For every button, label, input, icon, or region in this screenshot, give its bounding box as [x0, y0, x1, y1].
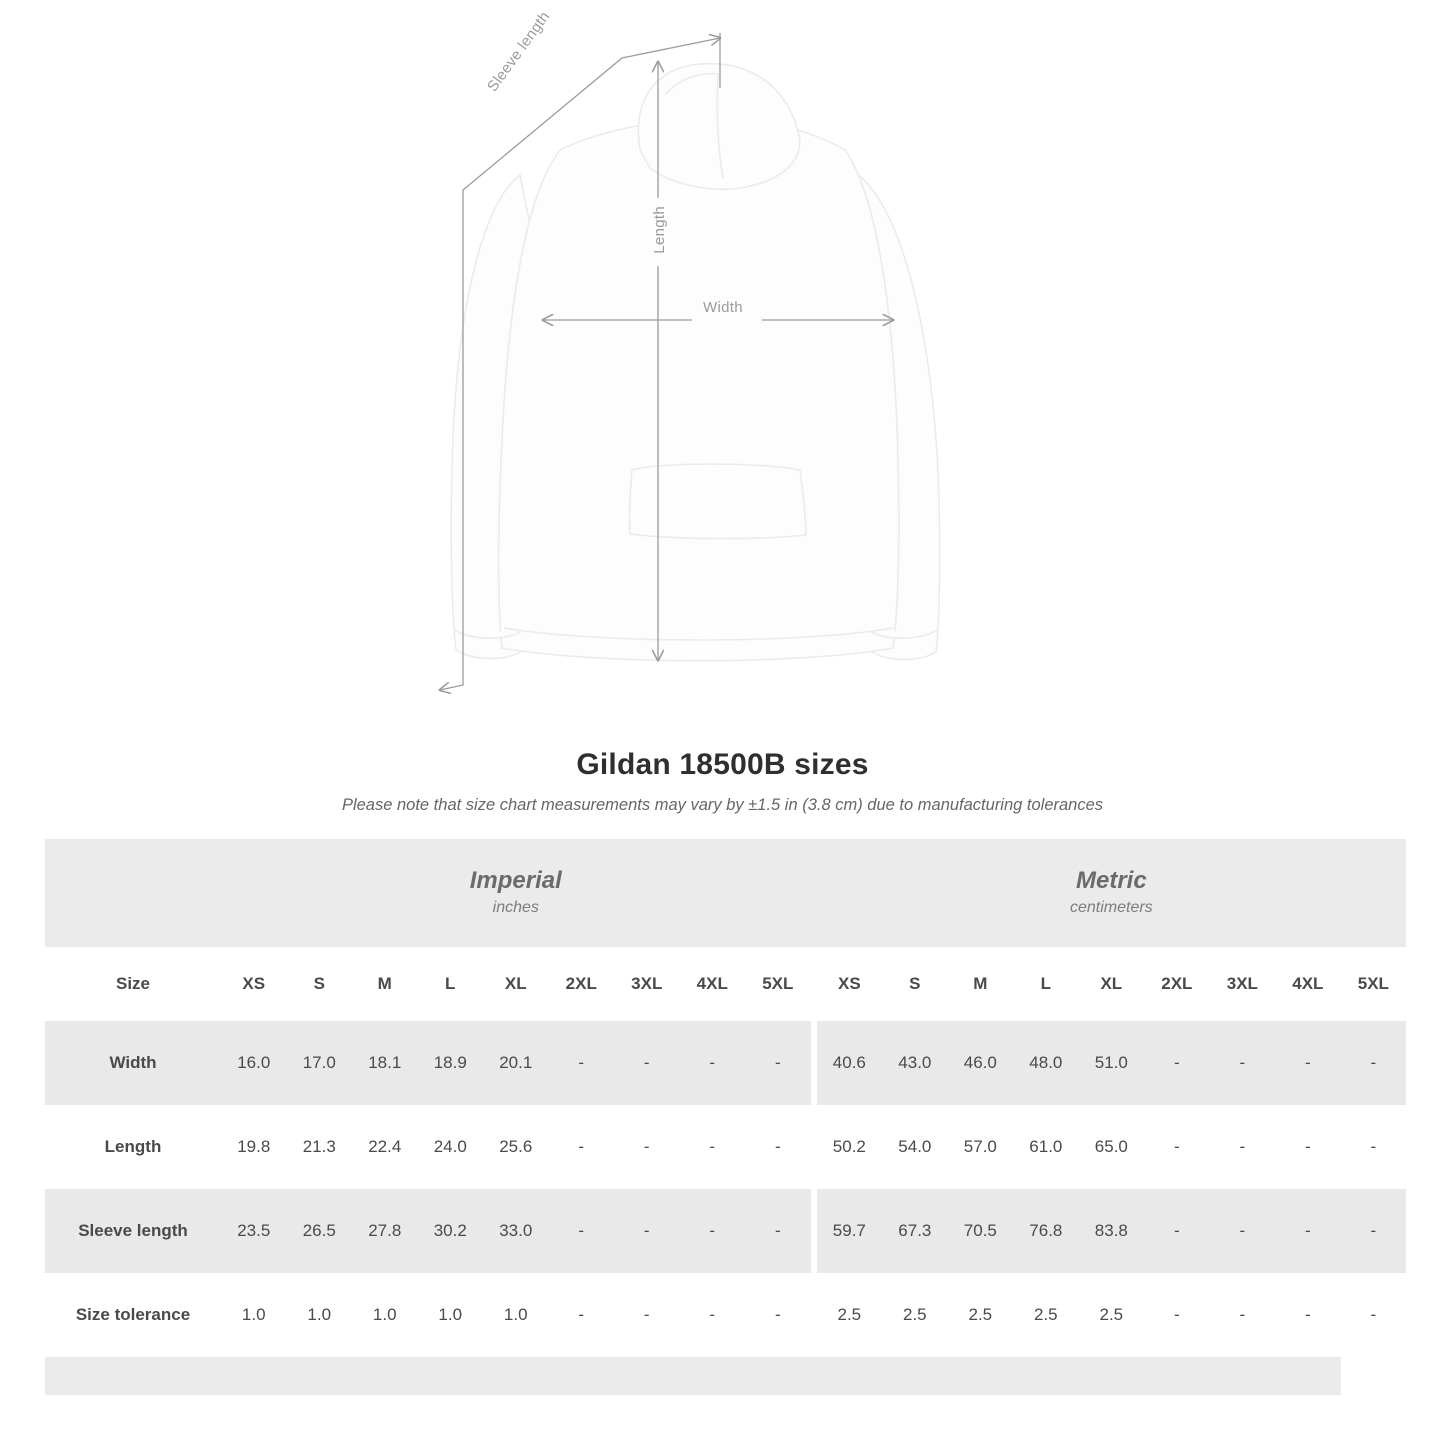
cell-metric-3xl: -: [1210, 1021, 1276, 1105]
cell-imperial-4xl: -: [680, 1273, 746, 1357]
table-body: [45, 1021, 1406, 1357]
cell-imperial-l: 24.0: [418, 1105, 484, 1189]
cell-metric-5xl: -: [1341, 1273, 1407, 1357]
table-row: [45, 1189, 1406, 1273]
metric-header: [817, 839, 1407, 947]
cell-metric-s: 43.0: [882, 1021, 948, 1105]
width-dimension-label: Width: [703, 299, 743, 316]
cell-imperial-5xl: -: [745, 1189, 811, 1273]
size-table: [45, 839, 1406, 1395]
imperial-unit-sub: inches: [492, 899, 539, 916]
cell-imperial-xl: 25.6: [483, 1105, 549, 1189]
imperial-header: [221, 839, 811, 947]
cell-imperial-m: 18.1: [352, 1021, 418, 1105]
cell-metric-4xl: -: [1275, 1021, 1341, 1105]
cell-imperial-5xl: -: [745, 1021, 811, 1105]
metric-unit-sub: centimeters: [1069, 899, 1153, 916]
footer-band-row: [45, 1357, 1406, 1395]
cell-imperial-3xl: -: [614, 1021, 680, 1105]
cell-metric-m: 2.5: [948, 1273, 1014, 1357]
cell-imperial-xs: 19.8: [221, 1105, 287, 1189]
cell-metric-3xl: -: [1210, 1273, 1276, 1357]
metric-unit-name: Metric: [1075, 867, 1147, 894]
footer-band: [45, 1357, 1341, 1395]
cell-metric-s: 2.5: [882, 1273, 948, 1357]
cell-imperial-xs: 1.0: [221, 1273, 287, 1357]
size-header-metric-s: S: [882, 947, 948, 1021]
size-header-imperial-4xl: 4XL: [680, 947, 746, 1021]
row-label-sleeve-length: Sleeve length: [45, 1189, 221, 1273]
title-block: [0, 748, 1445, 815]
size-header-imperial-s: S: [287, 947, 353, 1021]
hoodie-drawing: [0, 0, 1445, 720]
cell-imperial-4xl: -: [680, 1189, 746, 1273]
size-header-imperial-2xl: 2XL: [549, 947, 615, 1021]
cell-metric-5xl: -: [1341, 1105, 1407, 1189]
table-foot: [45, 1357, 1406, 1395]
size-header-imperial-m: M: [352, 947, 418, 1021]
sleeve-length-dimension-label: Sleeve length: [484, 8, 554, 95]
size-header-metric-2xl: 2XL: [1144, 947, 1210, 1021]
size-header-imperial-xs: XS: [221, 947, 287, 1021]
cell-imperial-s: 26.5: [287, 1189, 353, 1273]
cell-metric-s: 54.0: [882, 1105, 948, 1189]
cell-imperial-s: 21.3: [287, 1105, 353, 1189]
cell-imperial-xl: 20.1: [483, 1021, 549, 1105]
cell-metric-l: 76.8: [1013, 1189, 1079, 1273]
cell-imperial-xl: 33.0: [483, 1189, 549, 1273]
cell-imperial-2xl: -: [549, 1273, 615, 1357]
row-label-width: Width: [45, 1021, 221, 1105]
size-header-imperial-5xl: 5XL: [745, 947, 811, 1021]
cell-metric-xl: 65.0: [1079, 1105, 1145, 1189]
cell-imperial-3xl: -: [614, 1105, 680, 1189]
cell-imperial-2xl: -: [549, 1021, 615, 1105]
size-header-metric-m: M: [948, 947, 1014, 1021]
hoodie-illustration: [0, 0, 1445, 720]
cell-metric-xs: 59.7: [817, 1189, 883, 1273]
cell-imperial-xl: 1.0: [483, 1273, 549, 1357]
size-label-cell: Size: [45, 947, 221, 1021]
table-head: [45, 839, 1406, 1021]
cell-imperial-4xl: -: [680, 1105, 746, 1189]
row-label-size-tolerance: Size tolerance: [45, 1273, 221, 1357]
size-table-wrapper: [45, 839, 1400, 1395]
cell-imperial-3xl: -: [614, 1273, 680, 1357]
cell-imperial-2xl: -: [549, 1105, 615, 1189]
size-header-metric-l: L: [1013, 947, 1079, 1021]
cell-imperial-3xl: -: [614, 1189, 680, 1273]
size-header-imperial-xl: XL: [483, 947, 549, 1021]
cell-metric-3xl: -: [1210, 1189, 1276, 1273]
cell-imperial-2xl: -: [549, 1189, 615, 1273]
cell-imperial-l: 18.9: [418, 1021, 484, 1105]
cell-metric-xs: 2.5: [817, 1273, 883, 1357]
cell-imperial-l: 30.2: [418, 1189, 484, 1273]
cell-metric-4xl: -: [1275, 1189, 1341, 1273]
cell-metric-5xl: -: [1341, 1189, 1407, 1273]
cell-imperial-s: 1.0: [287, 1273, 353, 1357]
cell-metric-l: 48.0: [1013, 1021, 1079, 1105]
cell-imperial-5xl: -: [745, 1105, 811, 1189]
size-header-metric-5xl: 5XL: [1341, 947, 1407, 1021]
tolerance-note: Please note that size chart measurements may vary by ±1.5 in (3.8 cm) due to manufacturing tolerances: [341, 796, 1104, 814]
cell-imperial-xs: 23.5: [221, 1189, 287, 1273]
cell-imperial-s: 17.0: [287, 1021, 353, 1105]
cell-imperial-5xl: -: [745, 1273, 811, 1357]
cell-imperial-m: 22.4: [352, 1105, 418, 1189]
size-header-metric-3xl: 3XL: [1210, 947, 1276, 1021]
cell-imperial-xs: 16.0: [221, 1021, 287, 1105]
cell-imperial-4xl: -: [680, 1021, 746, 1105]
cell-imperial-m: 27.8: [352, 1189, 418, 1273]
cell-metric-m: 70.5: [948, 1189, 1014, 1273]
row-label-length: Length: [45, 1105, 221, 1189]
cell-metric-2xl: -: [1144, 1189, 1210, 1273]
cell-metric-4xl: -: [1275, 1105, 1341, 1189]
size-header-metric-xs: XS: [817, 947, 883, 1021]
cell-metric-m: 57.0: [948, 1105, 1014, 1189]
size-header-imperial-l: L: [418, 947, 484, 1021]
cell-metric-xl: 83.8: [1079, 1189, 1145, 1273]
cell-metric-2xl: -: [1144, 1105, 1210, 1189]
length-dimension-label: Length: [651, 206, 668, 254]
cell-metric-xl: 51.0: [1079, 1021, 1145, 1105]
cell-metric-l: 2.5: [1013, 1273, 1079, 1357]
sizes-header-row: [45, 947, 1406, 1021]
cell-imperial-m: 1.0: [352, 1273, 418, 1357]
cell-metric-xs: 40.6: [817, 1021, 883, 1105]
imperial-unit-name: Imperial: [469, 867, 562, 894]
cell-metric-m: 46.0: [948, 1021, 1014, 1105]
cell-metric-l: 61.0: [1013, 1105, 1079, 1189]
table-row: [45, 1105, 1406, 1189]
cell-metric-2xl: -: [1144, 1021, 1210, 1105]
page-title: Gildan 18500B sizes: [576, 748, 869, 781]
cell-metric-4xl: -: [1275, 1273, 1341, 1357]
cell-metric-xl: 2.5: [1079, 1273, 1145, 1357]
size-header-metric-4xl: 4XL: [1275, 947, 1341, 1021]
size-header-metric-xl: XL: [1079, 947, 1145, 1021]
corner-cell: [45, 839, 221, 947]
cell-metric-3xl: -: [1210, 1105, 1276, 1189]
cell-metric-s: 67.3: [882, 1189, 948, 1273]
cell-metric-5xl: -: [1341, 1021, 1407, 1105]
cell-imperial-l: 1.0: [418, 1273, 484, 1357]
table-row: [45, 1273, 1406, 1357]
size-header-imperial-3xl: 3XL: [614, 947, 680, 1021]
cell-metric-2xl: -: [1144, 1273, 1210, 1357]
unit-header-row: [45, 839, 1406, 947]
cell-metric-xs: 50.2: [817, 1105, 883, 1189]
table-row: [45, 1021, 1406, 1105]
